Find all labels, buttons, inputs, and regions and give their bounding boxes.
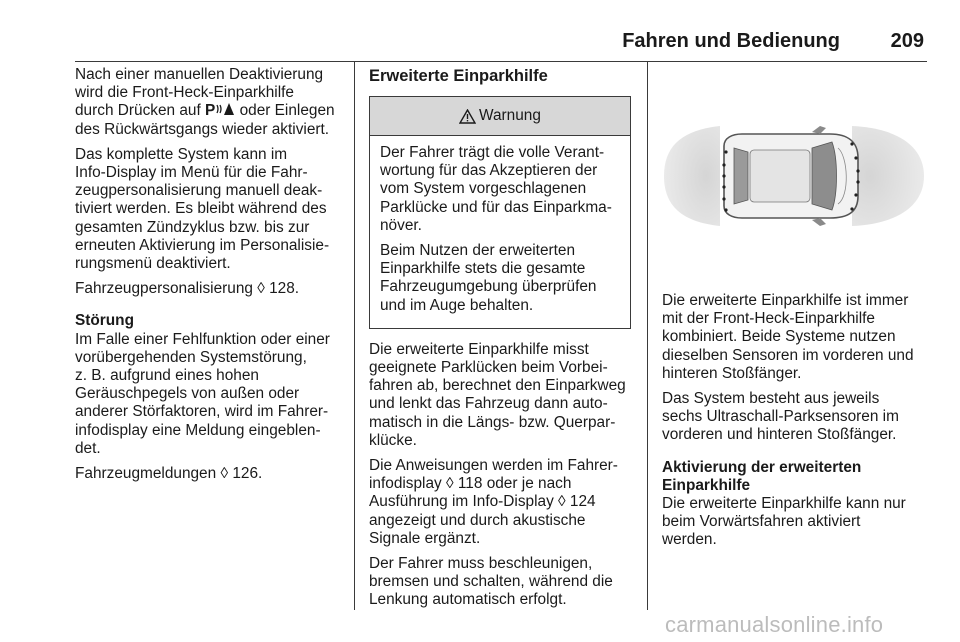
parking-assist-icon: P (205, 102, 235, 119)
section-title-advanced-parking: Erweiterte Einparkhilfe (369, 67, 548, 85)
car-sensor-zones-illustration (662, 68, 927, 280)
column-2 (369, 66, 634, 617)
reference-vehicle-messages: Fahrzeugmeldungen ◊ 126. (75, 465, 263, 483)
front-sensor-zone (852, 126, 924, 226)
paragraph-reactivation (75, 66, 343, 139)
page-header-title: Fahren und Bedienung (622, 30, 840, 52)
warning-label: Warnung (479, 106, 541, 124)
car-figure-svg (662, 68, 927, 280)
paragraph-instructions: Die Anweisungen werden im Fahrer- infodisplay ◊ 118 oder je nach Ausführung im Info-Display ◊ 124 angezeigt und durch akustische Signale ergänzt. (369, 457, 618, 547)
column-divider-2 (647, 62, 648, 610)
reactivation-text-start: Nach einer manuellen Deaktivierung wird die Front-Heck-Einparkhilfe durch Drücken auf (75, 66, 324, 120)
column-divider-1 (354, 62, 355, 610)
warning-header (370, 97, 630, 136)
column-3 (662, 292, 930, 557)
paragraph-measurement: Die erweiterte Einparkhilfe misst geeignete Parklücken beim Vorbei- fahren ab, berechnet den Einparkweg und lenkt das Fahrzeug dann auto- matisch in die Längs- bzw. Querpar- klücke. (369, 340, 626, 449)
paragraph-malfunction: Im Falle einer Fehlfunktion oder einer vorübergehenden Systemstörung, z. B. aufgrund eines hohen Geräuschpegels von außen oder anderer Störfaktoren, wird im Fahrer- infodisplay eine Meldung eingeblen- det. (75, 330, 330, 457)
heading-malfunction: Störung (75, 312, 134, 330)
paragraph-sensors: Das System besteht aus jeweils sechs Ultraschall-Parksensoren im vorderen und hinteren Stoßfänger. (662, 390, 899, 444)
warning-paragraph-1: Der Fahrer trägt die volle Verant- wortung für das Akzeptieren der vom System vorgeschlagenen Parklücke und für das Einparkma- növer. (380, 144, 612, 234)
column-1 (75, 66, 343, 490)
warning-body (370, 136, 630, 328)
heading-activation: Aktivierung der erweiterten Einparkhilfe (662, 458, 862, 494)
page-number: 209 (890, 30, 924, 52)
warning-triangle-icon (459, 109, 476, 124)
warning-box (369, 96, 631, 329)
reactivation-text-end: oder Einlegen des Rückwärtsgangs wieder aktiviert. (75, 102, 335, 138)
paragraph-combined-system: Die erweiterte Einparkhilfe ist immer mit der Front-Heck-Einparkhilfe kombiniert. Beide Systeme nutzen dieselben Sensoren im vorderen und hinteren Stoßfänger. (662, 292, 914, 382)
car-top-view (722, 126, 859, 226)
header-divider (75, 61, 927, 62)
paragraph-activation: Die erweiterte Einparkhilfe kann nur beim Vorwärtsfahren aktiviert werden. (662, 495, 906, 549)
watermark: carmanualsonline.info (665, 612, 884, 637)
paragraph-system-deactivation: Das komplette System kann im Info-Display im Menü für die Fahr- zeugpersonalisierung manuell deak- tiviert werden. Es bleibt während des gesamten Zündzyklus bzw. bis zur erneuten Aktivierung im Personalisie- rungsmenü deaktiviert. (75, 145, 330, 273)
paragraph-driver-tasks: Der Fahrer muss beschleunigen, bremsen und schalten, während die Lenkung automatisch erfolgt. (369, 555, 613, 609)
warning-paragraph-2: Beim Nutzen der erweiterten Einparkhilfe stets die gesamte Fahrzeugumgebung überprüfen und im Auge behalten. (380, 242, 597, 314)
rear-sensor-zone (664, 126, 720, 226)
reference-vehicle-personalisation: Fahrzeugpersonalisierung ◊ 128. (75, 280, 300, 298)
